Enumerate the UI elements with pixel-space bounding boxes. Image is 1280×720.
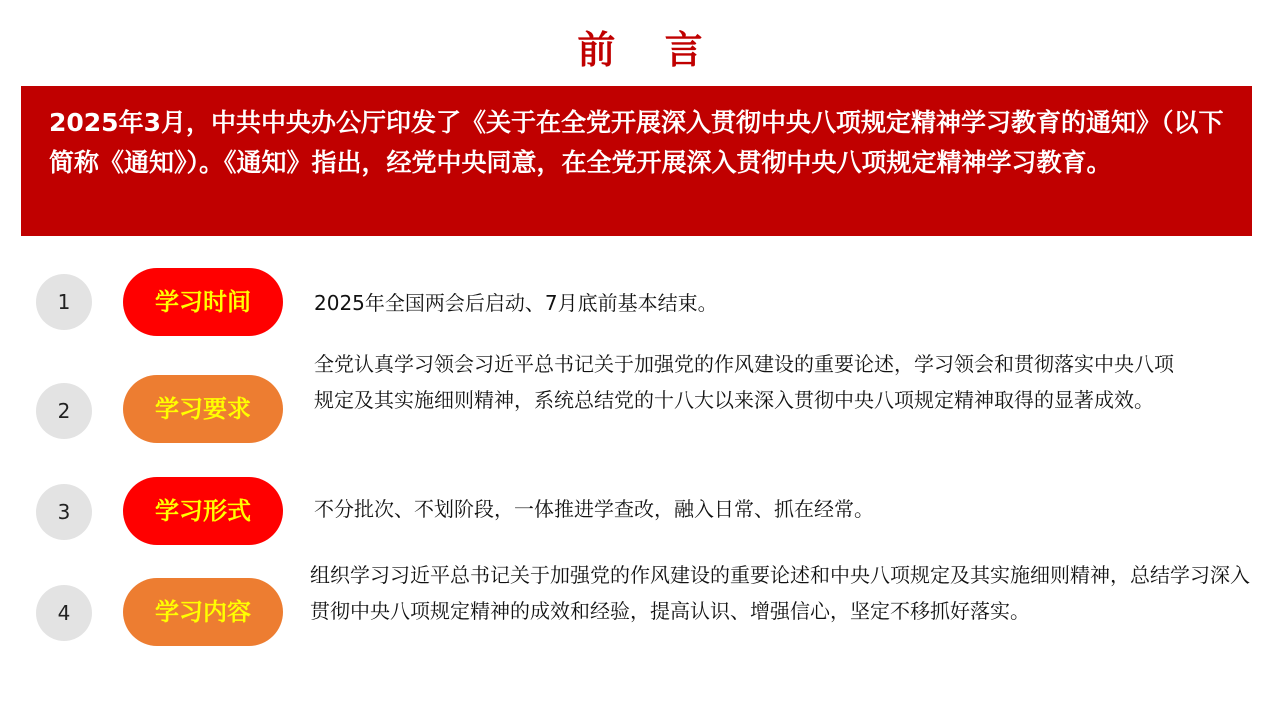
item-number-badge: 4 (36, 585, 92, 641)
item-label-pill: 学习要求 (123, 375, 283, 443)
item-description: 不分批次、不划阶段，一体推进学查改，融入日常、抓在经常。 (314, 497, 874, 521)
item-number-badge: 2 (36, 383, 92, 439)
item-description: 组织学习习近平总书记关于加强党的作风建设的重要论述和中央八项规定及其实施细则精神，总结学习深入贯彻中央八项规定精神的成效和经验，提高认识、增强信心，坚定不移抓好落实。 (310, 563, 1250, 623)
item-label-pill: 学习形式 (123, 477, 283, 545)
item-description: 全党认真学习领会习近平总书记关于加强党的作风建设的重要论述，学习领会和贯彻落实中央八项规定及其实施细则精神，系统总结党的十八大以来深入贯彻中央八项规定精神取得的显著成效。 (314, 352, 1174, 412)
page-title: 前 言 (577, 28, 721, 72)
item-label-pill: 学习内容 (123, 578, 283, 646)
item-description: 2025年全国两会后启动、7月底前基本结束。 (314, 291, 718, 315)
intro-banner (21, 86, 1252, 236)
intro-text: 2025年3月，中共中央办公厅印发了《关于在全党开展深入贯彻中央八项规定精神学习教育的通知》（以下简称《通知》）。《通知》指出，经党中央同意，在全党开展深入贯彻中央八项规定精神学习教育。 (49, 108, 1224, 177)
item-number-badge: 1 (36, 274, 92, 330)
item-label-pill: 学习时间 (123, 268, 283, 336)
item-number-badge: 3 (36, 484, 92, 540)
